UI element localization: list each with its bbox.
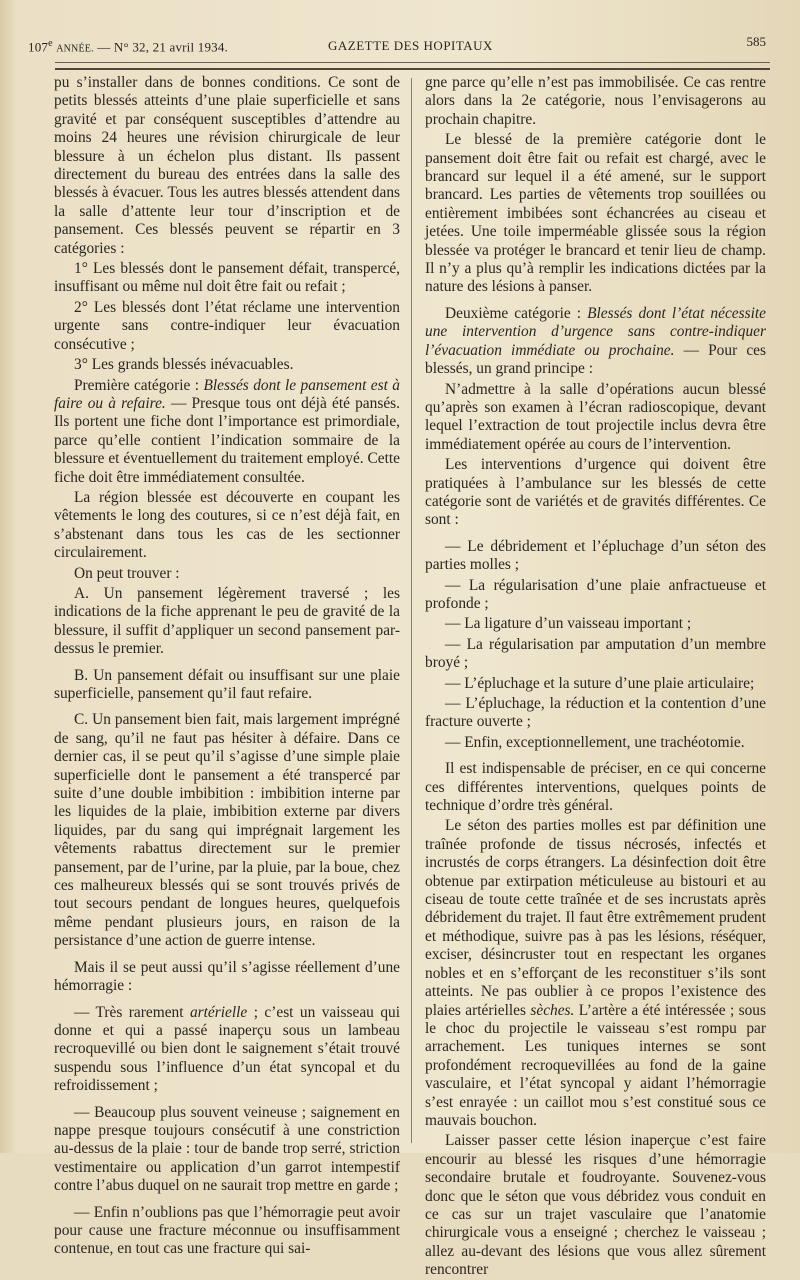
- intervention-item: — La régularisation par amputation d’un membre broyé ;: [425, 635, 766, 672]
- paragraph: Il est indispensable de préciser, en ce qui concerne ces différentes interventions, quelques points de technique d’ordre très général.: [425, 760, 766, 815]
- dash-text: ; c’est un vaisseau qui donne et qui a passé inaperçu sous un lambeau recroquevillé ou bien dont le saignement s’était trouvé suspendu sous l’influence d’un état syncopal et du refroidissement ;: [54, 1003, 400, 1095]
- paragraph: Laisser passer cette lésion inaperçue c’est faire encourir au blessé les risques d’une hémorragie secondaire brutale et foudroyante. Souvenez-vous donc que le séton que vous débridez vous conduit en ce cas sur un trajet vasculaire que l’anatomie chirurgicale vous a enseigné ; cherchez le vaisseau ; allez au-devant des lésions que vous allez sûrement rencontrer: [425, 1132, 766, 1279]
- case-c: C. Un pansement bien fait, mais largement imprégné de sang, qu’il ne faut pas hésiter à défaire. Dans ce dernier cas, il se peut qu’il s’agisse d’une simple plaie superficielle dont le pansement a été transpercé par suite d’une double imbibition : imbibition interne par les liquides de la plaie, imbibition externe par divers liquides, par du sang qui imprégnait largement les vêtements rabattus directement sur le premier pansement, par de l’urine, par la pluie, par la boue, chez ces malheureux blessés qui se sont trouvés privés de tout secours pendant de longues heures, quelquefois même pendant plusieurs jours, en raison de la persistance d’une action de guerre intense.: [54, 711, 400, 950]
- left-column: [54, 74, 400, 1258]
- paragraph-text: L’artère a été intéressée ; sous le choc du projectile le vaisseau s’est rompu par arrachement. Les tuniques internes se sont profondément recroquevillées au fond de la gaine vasculaire, et l’état syncopal y aidant l’hémorragie s’est enrayée : un caillot mou s’est constitué sous ce mauvais bouchon.: [425, 1001, 766, 1129]
- header-rule-thin: [55, 62, 770, 63]
- paragraph: Les interventions d’urgence qui doivent être pratiquées à l’ambulance sur les blessés de cette catégorie sont de variétés et de gravités différentes. Ce sont :: [425, 456, 766, 529]
- section-text: — Pour ces blessés, un grand principe :: [425, 341, 766, 378]
- issue-info: [28, 38, 228, 55]
- intervention-item: — La régularisation d’une plaie anfractueuse et profonde ;: [425, 576, 766, 612]
- intervention-item: — L’épluchage et la suture d’une plaie articulaire;: [445, 674, 755, 692]
- paragraph: La région blessée est découverte en coupant les vêtements le long des coutures, si ce n’est déjà fait, en s’abstenant dans tous les cas de les sectionner circulairement.: [54, 488, 400, 562]
- issue-word: ANNÉE.: [56, 43, 94, 55]
- section-first-category: [54, 377, 400, 487]
- paragraph: On peut trouver :: [74, 564, 180, 582]
- emphasis: sèches.: [530, 1001, 575, 1019]
- section-heading: Blessés dont le pansement est à faire ou à refaire.: [54, 376, 400, 412]
- hemorrhage-fracture: — Enfin n’oublions pas que l’hémorragie peut avoir pour cause une fracture méconnue ou insuffisamment contenue, en tout cas une fracture qui sai-: [54, 1203, 400, 1258]
- column-divider: [411, 78, 412, 1143]
- right-column: [425, 74, 766, 1279]
- section-second-category: [425, 305, 766, 379]
- section-label: Première catégorie :: [74, 376, 200, 394]
- intervention-item: — L’épluchage, la réduction et la contention d’une fracture ouverte ;: [425, 695, 766, 731]
- hemorrhage-arterial: [54, 1004, 400, 1096]
- page-header: [28, 34, 776, 56]
- paragraph: Mais il se peut aussi qu’il s’agisse réellement d’une hémorragie :: [54, 958, 400, 995]
- dash-text: — Très rarement: [74, 1003, 184, 1021]
- paragraph: N’admettre à la salle d’opérations aucun blessé qu’après son examen à l’écran radioscopique, devant lequel l’extraction de tout projectile inclus devra être immédiatement opérée au cours de l’intervention.: [425, 380, 766, 453]
- paragraph: gne parce qu’elle n’est pas immobilisée. Ce cas rentre alors dans la 2e catégorie, nous l’envisagerons au prochain chapitre.: [425, 74, 766, 128]
- section-text: — Presque tous ont déjà été pansés. Ils portent une fiche dont l’importance est primordiale, parce qu’elle contient l’indication sommaire de la blessure et éventuellement du traitement employé. Cette fiche doit être immédiatement consultée.: [54, 394, 400, 486]
- case-b: B. Un pansement défait ou insuffisant sur une plaie superficielle, pansement qu’il faut refaire.: [54, 666, 400, 702]
- case-a: A. Un pansement légèrement traversé ; les indications de la fiche apprenant le peu de gravité de la blessure, il suffit d’appliquer un second pansement par-dessus le premier.: [54, 584, 400, 658]
- category-item-3: 3° Les grands blessés inévacuables.: [74, 356, 294, 374]
- hemorrhage-venous: — Beaucoup plus souvent veineuse ; saignement en nappe presque toujours consécutif à une constriction au-dessus de la plaie : tour de bande trop serré, striction vestimentaire ou application d’un garrot intempestif contre l’abus duquel on ne saurait trop mettre en garde ;: [54, 1103, 400, 1195]
- intervention-item: — Enfin, exceptionnellement, une trachéotomie.: [445, 733, 745, 751]
- header-rule-thick: [55, 68, 770, 70]
- emphasis: artérielle: [189, 1003, 248, 1021]
- section-heading: Blessés dont l’état nécessite une intervention d’urgence sans contre-indiquer l’évacuation immédiate ou prochaine.: [425, 304, 766, 359]
- issue-date: — N° 32, 21 avril 1934.: [97, 39, 229, 55]
- paragraph: pu s’installer dans de bonnes conditions. Ce sont de petits blessés atteints d’une plaie superficielle et sans gravité et par conséquent susceptibles d’attendre au moins 24 heures une révision chirurgicale de leur blessure à un échelon plus distant. Ils passent directement du bureau des entrées dans la salle des blessés à évacuer. Tous les autres blessés attendent dans la salle d’attente leur tour d’inscription et de pansement. Ces blessés peuvent se répartir en 3 catégories :: [54, 74, 400, 257]
- intervention-item: — La ligature d’un vaisseau important ;: [445, 615, 692, 633]
- category-item-2: 2° Les blessés dont l’état réclame une intervention urgente sans contre-indiquer leur évacuation consécutive ;: [54, 298, 400, 353]
- intervention-item: — Le débridement et l’épluchage d’un séton des parties molles ;: [425, 537, 766, 574]
- issue-suffix: e: [48, 38, 53, 49]
- issue-number: 107: [28, 39, 49, 55]
- category-item-1: 1° Les blessés dont le pansement défait, transpercé, insuffisant ou même nul doit être fait ou refait ;: [54, 260, 400, 296]
- seton-paragraph: [425, 817, 766, 1130]
- paragraph-text: Le séton des parties molles est par définition une traînée profonde de tissus nécrosés, infectés et incrustés de corps étrangers. La désinfection doit être obtenue par extirpation méticuleuse au bistouri et au ciseau de toute cette traînée et de ses incrustats après débridement du trajet. Il faut être extrêmement prudent et méthodique, suivre pas à pas les lésions, réséquer, exciser, désincruster tout en respectant les organes nobles et en s’efforçant de les reconstituer s’ils sont atteints. Ne pas oublier à ce propos l’existence des plaies artérielles: [425, 817, 766, 1019]
- section-label: Deuxième catégorie :: [445, 304, 582, 322]
- journal-title: GAZETTE DES HOPITAUX: [328, 38, 493, 53]
- page-number: 585: [746, 34, 766, 49]
- paragraph: Le blessé de la première catégorie dont le pansement doit être fait ou refait est chargé, avec le brancard sur lequel il a été amené, sur le support brancard. Les parties de vêtements trop souillées ou entièrement imbibées sont échancrées au ciseau et jetées. Une toile imperméable glissée sous la région blessée va protéger le brancard et tenir lieu de champ. Il n’y a plus qu’à remplir les indications dictées par la nature des lésions à panser.: [425, 131, 766, 296]
